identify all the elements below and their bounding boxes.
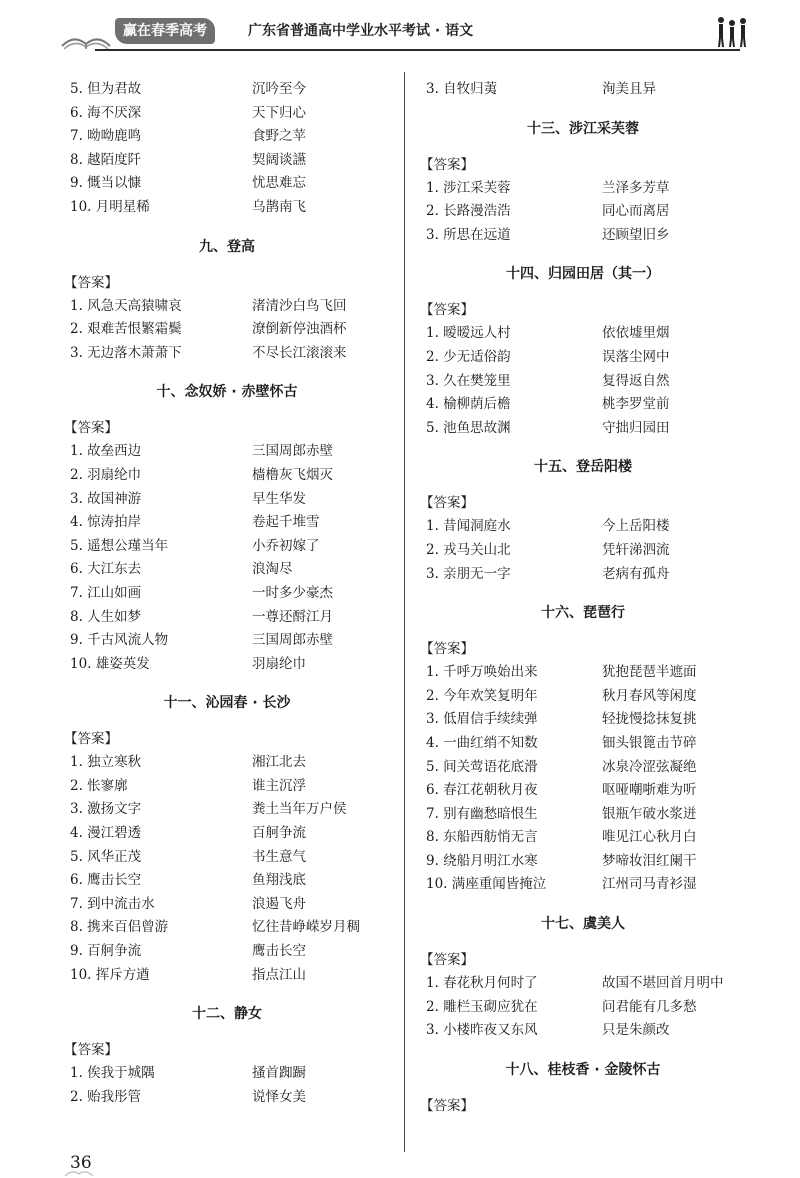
- answer-row: [418, 873, 748, 897]
- answer-first-line: 1. 涉江采芙蓉: [426, 179, 511, 196]
- answer-first-line: 1. 昔闻洞庭水: [426, 518, 511, 535]
- answer-row: [62, 102, 392, 126]
- answer-second-line: 湘江北去: [252, 754, 306, 771]
- answer-row: [62, 606, 392, 630]
- answer-row: [418, 732, 748, 756]
- answer-second-line: 复得返自然: [602, 372, 670, 389]
- answer-first-line: 2. 贻我彤管: [70, 1088, 142, 1105]
- answer-row: [62, 295, 392, 319]
- answer-second-line: 羽扇纶巾: [252, 655, 306, 672]
- answer-row: [62, 775, 392, 799]
- answer-second-line: 沉吟至今: [252, 81, 306, 97]
- answer-second-line: 卷起千堆雪: [252, 514, 320, 531]
- answer-first-line: 1. 千呼万唤始出来: [426, 664, 538, 681]
- answer-second-line: 呕哑嘲哳难为听: [602, 782, 697, 799]
- answer-row: [62, 751, 392, 775]
- answer-row: [418, 661, 748, 685]
- answer-second-line: 谁主沉浮: [252, 777, 306, 794]
- answer-label: 【答案】: [64, 274, 118, 291]
- answer-row: [62, 916, 392, 940]
- answer-first-line: 3. 所思在远道: [426, 226, 511, 243]
- answer-row: [418, 224, 748, 248]
- page-ornament-icon: [64, 1168, 94, 1178]
- answer-second-line: 鱼翔浅底: [252, 872, 306, 889]
- answer-second-line: 故国不堪回首月明中: [602, 975, 724, 992]
- answer-second-line: 粪土当年万户侯: [252, 801, 347, 818]
- answer-row: [62, 940, 392, 964]
- answer-second-line: 浪遏飞舟: [252, 895, 306, 912]
- answer-first-line: 5. 但为君故: [70, 81, 142, 97]
- answer-second-line: 同心而离居: [602, 203, 670, 220]
- answer-first-line: 4. 榆柳荫后檐: [426, 396, 511, 413]
- answer-row: [62, 149, 392, 173]
- answer-second-line: 问君能有几多愁: [602, 998, 697, 1015]
- answer-first-line: 3. 低眉信手续续弹: [426, 711, 538, 728]
- answer-first-line: 7. 江山如画: [70, 584, 142, 601]
- answer-second-line: 乌鹊南飞: [252, 198, 306, 215]
- answer-second-line: 忆往昔峥嵘岁月稠: [252, 919, 360, 936]
- answer-row: [418, 708, 748, 732]
- right-column: [418, 78, 748, 1118]
- answer-row: [418, 393, 748, 417]
- answer-second-line: 食野之苹: [252, 128, 306, 145]
- answer-row: [62, 342, 392, 366]
- people-icon: [714, 14, 750, 50]
- answer-first-line: 3. 无边落木萧萧下: [70, 344, 182, 361]
- answer-first-line: 5. 间关莺语花底滑: [426, 758, 538, 775]
- answer-row: [418, 972, 748, 996]
- series-badge: 赢在春季高考: [115, 18, 215, 44]
- answer-second-line: 轻拢慢捻抹复挑: [602, 711, 697, 728]
- answer-first-line: 8. 人生如梦: [70, 608, 142, 625]
- answer-label: 【答案】: [64, 1042, 118, 1059]
- answer-first-line: 3. 故国神游: [70, 490, 142, 507]
- answer-second-line: 梦啼妆泪红阑干: [602, 852, 697, 869]
- left-column: [62, 78, 392, 1109]
- answer-second-line: 桃李罗堂前: [602, 396, 670, 413]
- answer-row: [62, 822, 392, 846]
- answer-row: [62, 893, 392, 917]
- answer-row: [418, 850, 748, 874]
- answer-row: [418, 417, 748, 441]
- answer-second-line: 书生意气: [252, 848, 306, 865]
- page-header: [0, 0, 800, 60]
- answer-second-line: 今上岳阳楼: [602, 518, 670, 535]
- section-title: 十四、归园田居（其一）: [506, 266, 660, 283]
- answer-first-line: 3. 久在樊笼里: [426, 372, 511, 389]
- section-title: 十七、虞美人: [541, 916, 625, 933]
- answer-first-line: 1. 风急天高猿啸哀: [70, 297, 182, 314]
- answer-second-line: 老病有孤舟: [602, 565, 670, 582]
- answer-first-line: 7. 到中流击水: [70, 895, 155, 912]
- answer-second-line: 一时多少豪杰: [252, 584, 333, 601]
- answer-row: [418, 177, 748, 201]
- answer-first-line: 3. 亲朋无一字: [426, 565, 511, 582]
- answer-first-line: 2. 长路漫浩浩: [426, 203, 511, 220]
- answer-row: [62, 558, 392, 582]
- section-title: 十八、桂枝香 · 金陵怀古: [505, 1061, 661, 1078]
- answer-first-line: 2. 今年欢笑复明年: [426, 687, 538, 704]
- answer-second-line: 依依墟里烟: [602, 325, 670, 342]
- answer-second-line: 搔首踟蹰: [252, 1065, 306, 1082]
- answer-second-line: 说怿女美: [252, 1088, 306, 1105]
- answer-row: [62, 1086, 392, 1110]
- answer-second-line: 守拙归园田: [602, 419, 670, 436]
- answer-first-line: 5. 风华正茂: [70, 848, 142, 865]
- header-rule: [95, 49, 740, 51]
- answer-first-line: 2. 雕栏玉砌应犹在: [426, 998, 538, 1015]
- section-title: 十三、涉江采芙蓉: [527, 120, 639, 137]
- answer-row: [62, 318, 392, 342]
- answer-first-line: 1. 故垒西边: [70, 443, 142, 460]
- answer-row: [418, 803, 748, 827]
- answer-first-line: 2. 羽扇纶巾: [70, 466, 142, 483]
- answer-first-line: 5. 池鱼思故渊: [426, 419, 511, 436]
- answer-row: [418, 756, 748, 780]
- answer-row: [418, 78, 748, 102]
- answer-first-line: 10. 满座重闻皆掩泣: [426, 876, 547, 893]
- answer-row: [62, 464, 392, 488]
- answer-label: 【答案】: [64, 731, 118, 748]
- answer-second-line: 早生华发: [252, 490, 306, 507]
- answer-row: [418, 996, 748, 1020]
- answer-row: [62, 1062, 392, 1086]
- open-book-icon: [60, 28, 112, 50]
- answer-first-line: 1. 春花秋月何时了: [426, 975, 538, 992]
- answer-second-line: 三国周郎赤壁: [252, 632, 333, 649]
- answer-second-line: 指点江山: [252, 966, 306, 983]
- answer-second-line: 天下归心: [252, 104, 306, 121]
- answer-row: [418, 1019, 748, 1043]
- answer-row: [62, 653, 392, 677]
- answer-first-line: 2. 少无适俗韵: [426, 348, 511, 365]
- answer-first-line: 4. 漫江碧透: [70, 825, 142, 842]
- answer-second-line: 秋月春风等闲度: [602, 687, 697, 704]
- answer-second-line: 兰泽多芳草: [602, 179, 670, 196]
- answer-row: [62, 125, 392, 149]
- section-title: 九、登高: [199, 238, 255, 255]
- answer-second-line: 银瓶乍破水浆迸: [602, 805, 697, 822]
- answer-row: [418, 322, 748, 346]
- answer-row: [62, 440, 392, 464]
- answer-first-line: 1. 暧暧远人村: [426, 325, 511, 342]
- answer-first-line: 4. 惊涛拍岸: [70, 514, 142, 531]
- answer-first-line: 10. 挥斥方遒: [70, 966, 150, 983]
- answer-row: [418, 515, 748, 539]
- answer-first-line: 6. 春江花朝秋月夜: [426, 782, 538, 799]
- section-title: 十五、登岳阳楼: [534, 459, 632, 476]
- answer-first-line: 2. 艰难苦恨繁霜鬓: [70, 321, 182, 338]
- answer-first-line: 1. 独立寒秋: [70, 754, 142, 771]
- answer-first-line: 9. 慨当以慷: [70, 175, 142, 192]
- answer-second-line: 江州司马青衫湿: [602, 876, 697, 893]
- section-title: 十、念奴娇 · 赤壁怀古: [156, 384, 298, 401]
- answer-first-line: 10. 雄姿英发: [70, 655, 150, 672]
- answer-second-line: 犹抱琵琶半遮面: [602, 664, 697, 681]
- answer-first-line: 3. 激扬文字: [70, 801, 142, 818]
- answer-label: 【答案】: [420, 1097, 474, 1114]
- answer-second-line: 鹰击长空: [252, 943, 306, 960]
- answer-first-line: 9. 百舸争流: [70, 943, 142, 960]
- answer-row: [62, 582, 392, 606]
- answer-second-line: 浪淘尽: [252, 561, 293, 578]
- answer-second-line: 一尊还酹江月: [252, 608, 333, 625]
- answer-second-line: 渚清沙白鸟飞回: [252, 297, 347, 314]
- section-title: 十一、沁园春 · 长沙: [163, 695, 291, 712]
- answer-first-line: 8. 携来百侣曾游: [70, 919, 169, 936]
- answer-second-line: 樯橹灰飞烟灭: [252, 466, 333, 483]
- answer-row: [62, 535, 392, 559]
- answer-first-line: 2. 怅寥廓: [70, 777, 128, 794]
- answer-first-line: 8. 越陌度阡: [70, 151, 142, 168]
- answer-first-line: 7. 别有幽愁暗恨生: [426, 805, 538, 822]
- answer-row: [418, 539, 748, 563]
- answer-row: [62, 964, 392, 988]
- answer-row: [62, 78, 392, 102]
- answer-row: [418, 370, 748, 394]
- answer-second-line: 凭轩涕泗流: [602, 541, 670, 558]
- answer-row: [418, 346, 748, 370]
- answer-first-line: 2. 戎马关山北: [426, 541, 511, 558]
- answer-second-line: 契阔谈讌: [252, 151, 306, 168]
- answer-first-line: 10. 月明星稀: [70, 198, 150, 215]
- answer-row: [62, 172, 392, 196]
- answer-second-line: 唯见江心秋月白: [602, 829, 697, 846]
- answer-row: [62, 869, 392, 893]
- section-title: 十六、琵琶行: [541, 605, 625, 622]
- page-number: 36: [70, 1153, 92, 1173]
- answer-row: [418, 563, 748, 587]
- answer-second-line: 冰泉冷涩弦凝绝: [602, 758, 697, 775]
- answer-row: [418, 685, 748, 709]
- answer-first-line: 4. 一曲红绡不知数: [426, 734, 538, 751]
- section-title: 十二、静女: [192, 1006, 262, 1023]
- answer-row: [62, 798, 392, 822]
- answer-first-line: 6. 鹰击长空: [70, 872, 142, 889]
- answer-second-line: 还顾望旧乡: [602, 226, 670, 243]
- header-title: 广东省普通高中学业水平考试 · 语文: [248, 23, 474, 39]
- answer-first-line: 3. 自牧归荑: [426, 81, 498, 97]
- answer-first-line: 9. 绕船月明江水寒: [426, 852, 538, 869]
- answer-second-line: 潦倒新停浊酒杯: [252, 321, 347, 338]
- answer-label: 【答案】: [420, 641, 474, 658]
- answer-row: [62, 846, 392, 870]
- answer-row: [62, 629, 392, 653]
- answer-first-line: 3. 小楼昨夜又东风: [426, 1022, 538, 1039]
- answer-first-line: 5. 遥想公瑾当年: [70, 537, 169, 554]
- answer-row: [62, 511, 392, 535]
- answer-row: [418, 200, 748, 224]
- answer-first-line: 1. 俟我于城隅: [70, 1065, 155, 1082]
- answer-second-line: 三国周郎赤壁: [252, 443, 333, 460]
- answer-row: [62, 196, 392, 220]
- answer-first-line: 9. 千古风流人物: [70, 632, 169, 649]
- answer-first-line: 8. 东船西舫悄无言: [426, 829, 538, 846]
- column-divider: [404, 72, 405, 1152]
- answer-first-line: 6. 大江东去: [70, 561, 142, 578]
- answer-row: [418, 826, 748, 850]
- answer-label: 【答案】: [64, 420, 118, 437]
- answer-label: 【答案】: [420, 495, 474, 512]
- answer-second-line: 小乔初嫁了: [252, 537, 320, 554]
- answer-second-line: 不尽长江滚滚来: [252, 344, 347, 361]
- answer-second-line: 百舸争流: [252, 825, 306, 842]
- answer-label: 【答案】: [420, 156, 474, 173]
- answer-second-line: 忧思难忘: [252, 175, 306, 192]
- answer-row: [62, 488, 392, 512]
- answer-first-line: 7. 呦呦鹿鸣: [70, 128, 142, 145]
- answer-label: 【答案】: [420, 952, 474, 969]
- answer-first-line: 6. 海不厌深: [70, 104, 142, 121]
- answer-second-line: 洵美且异: [602, 81, 656, 97]
- answer-label: 【答案】: [420, 302, 474, 319]
- answer-row: [418, 779, 748, 803]
- answer-second-line: 钿头银篦击节碎: [602, 734, 697, 751]
- answer-second-line: 误落尘网中: [602, 348, 670, 365]
- answer-second-line: 只是朱颜改: [602, 1022, 670, 1039]
